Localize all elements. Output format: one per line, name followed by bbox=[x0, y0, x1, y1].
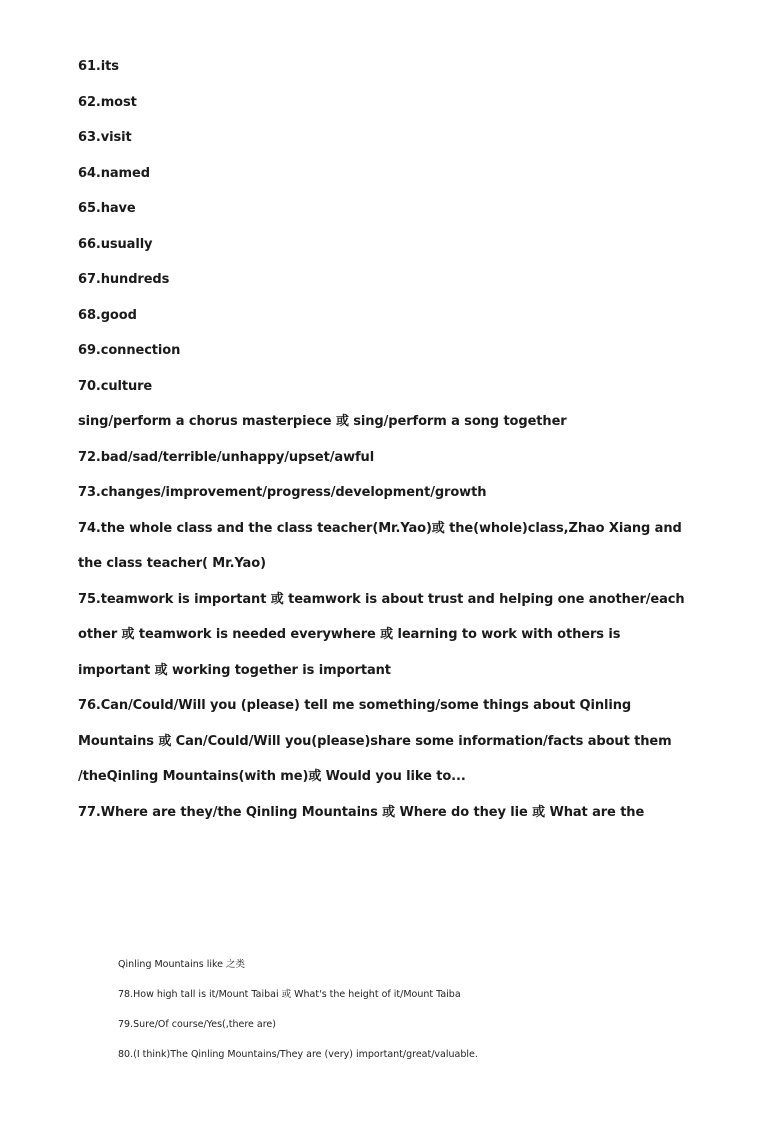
answer-67: 67.hundreds bbox=[78, 272, 170, 287]
answer-63: 63.visit bbox=[78, 130, 132, 145]
answer-66: 66.usually bbox=[78, 236, 153, 252]
answer-76-line-2: Mountains 或 Can/Could/Will you(please)share some information/facts about them bbox=[78, 733, 672, 749]
answer-70: 70.culture bbox=[78, 378, 153, 394]
answer-77-line-1: 77.Where are they/the Qinling Mountains 或 Where do they lie 或 What are the bbox=[78, 804, 645, 820]
answer-75-line-3: important 或 working together is important bbox=[78, 662, 391, 678]
answer-62: 62.most bbox=[78, 94, 137, 110]
answer-65: 65.have bbox=[78, 201, 136, 216]
answer-64: 64.named bbox=[78, 165, 150, 181]
continuation-list bbox=[118, 956, 538, 1076]
answer-78: 78.How high tall is it/Mount Taibai 或 What's the height of it/Mount Taiba bbox=[118, 989, 461, 1000]
answer-69: 69.connection bbox=[78, 343, 181, 358]
answer-75-line-1: 75.teamwork is important 或 teamwork is about trust and helping one another/each bbox=[78, 591, 685, 607]
answer-76-line-3: /theQinling Mountains(with me)或 Would you like to... bbox=[78, 769, 466, 784]
answer-list bbox=[78, 56, 685, 837]
answer-73: 73.changes/improvement/progress/development/growth bbox=[78, 485, 487, 500]
answer-72: 72.bad/sad/terrible/unhappy/upset/awful bbox=[78, 449, 375, 465]
answer-76-line-1: 76.Can/Could/Will you (please) tell me something/some things about Qinling bbox=[78, 698, 632, 713]
answer-74-line-1: 74.the whole class and the class teacher(Mr.Yao)或 the(whole)class,Zhao Xiang and bbox=[78, 520, 682, 536]
answer-75-line-2: other 或 teamwork is needed everywhere 或 learning to work with others is bbox=[78, 627, 621, 642]
answer-71: sing/perform a chorus masterpiece 或 sing/perform a song together bbox=[78, 414, 567, 429]
answer-77-line-2: Qinling Mountains like 之类 bbox=[118, 959, 246, 970]
answer-68: 68.good bbox=[78, 307, 137, 323]
answer-80: 80.(I think)The Qinling Mountains/They are (very) important/great/valuable. bbox=[118, 1049, 478, 1060]
answer-79: 79.Sure/Of course/Yes(,there are) bbox=[118, 1019, 276, 1030]
answer-61: 61.its bbox=[78, 59, 119, 74]
answer-74-line-2: the class teacher( Mr.Yao) bbox=[78, 556, 266, 571]
